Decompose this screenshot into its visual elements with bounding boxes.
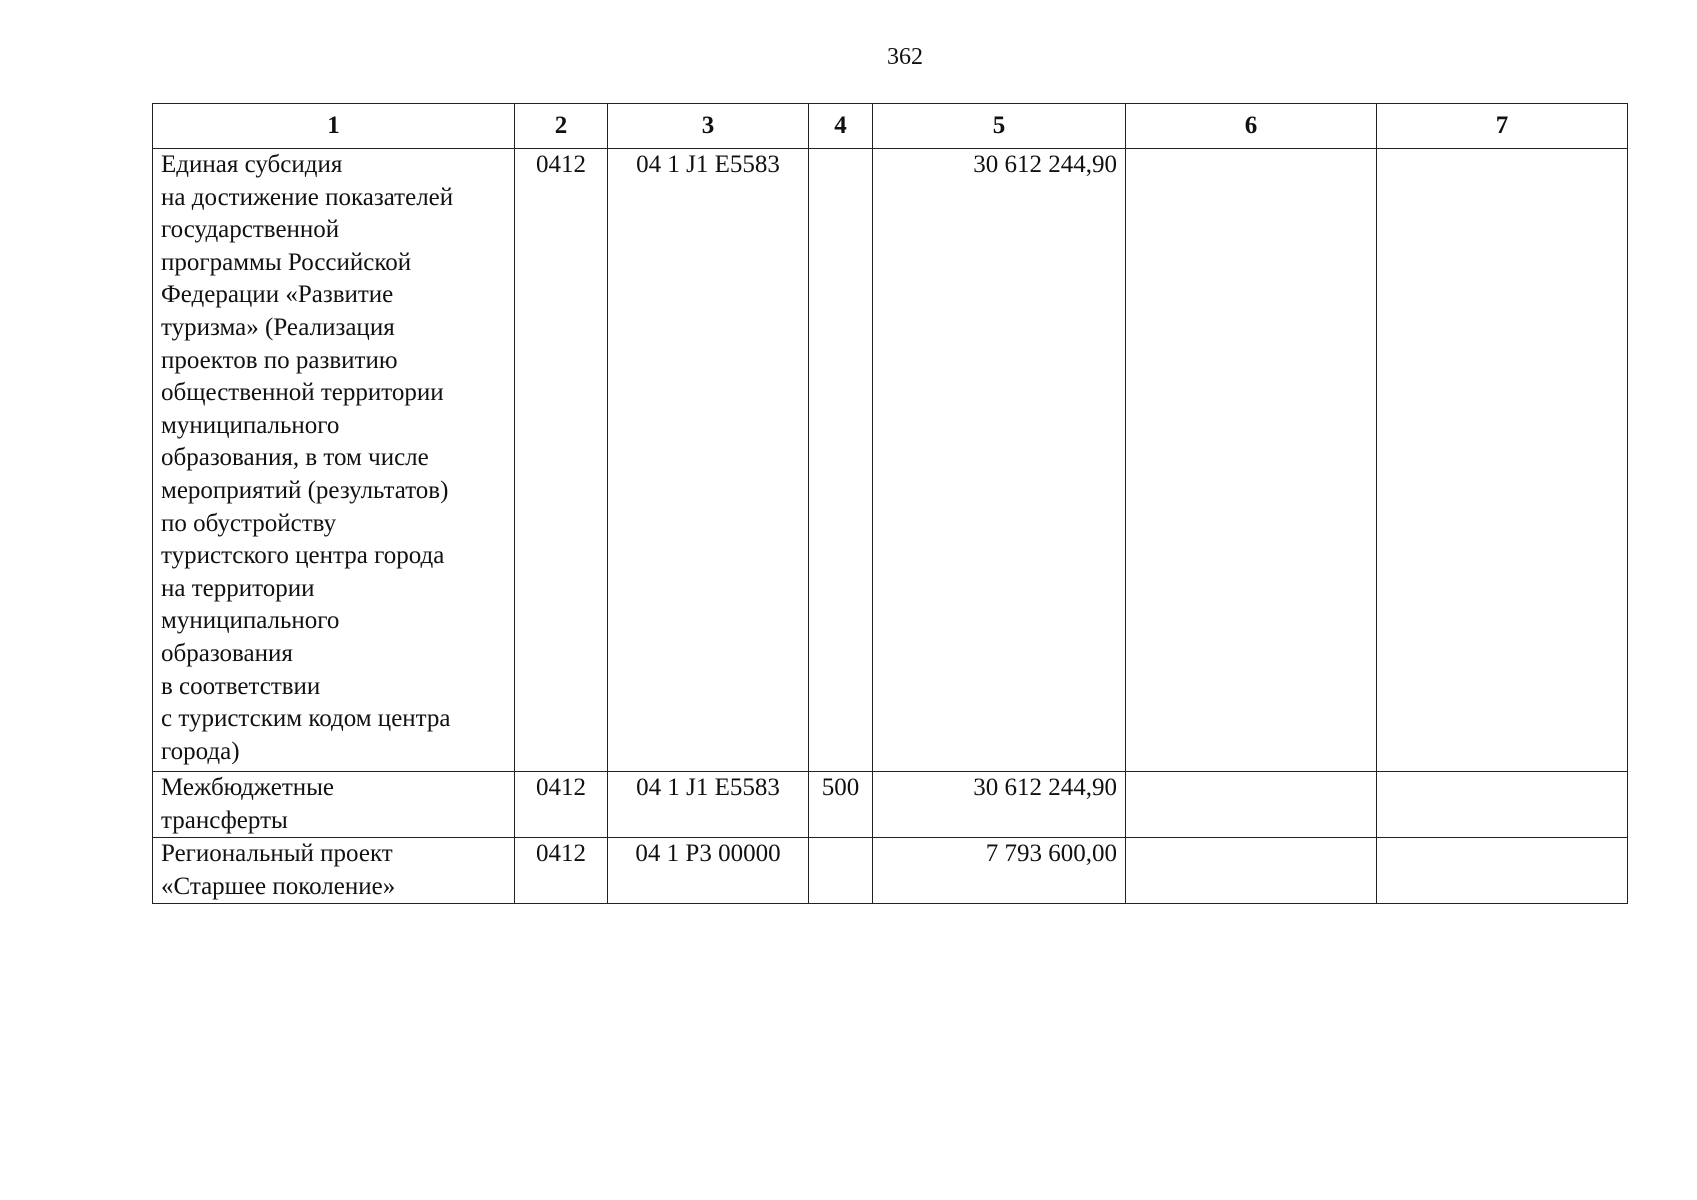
row-name-line: на территории — [161, 574, 315, 602]
amount-cell: 30 612 244,90 — [873, 772, 1126, 838]
column-7-cell — [1377, 149, 1628, 772]
row-name-line: с туристским кодом центра — [161, 705, 451, 733]
row-name-cell — [153, 772, 515, 838]
row-name-line: муниципального — [161, 607, 340, 635]
column-header-1: 1 — [153, 104, 515, 149]
section-code-cell: 0412 — [515, 772, 608, 838]
row-name-lines — [161, 772, 506, 837]
column-6-cell — [1126, 838, 1377, 904]
expense-type-cell: 500 — [809, 772, 873, 838]
column-header-5: 5 — [873, 104, 1126, 149]
row-name-line: Межбюджетные — [161, 774, 335, 801]
amount-cell: 30 612 244,90 — [873, 149, 1126, 772]
section-code-cell: 0412 — [515, 149, 608, 772]
row-name-line: на достижение показателей — [161, 183, 454, 211]
row-name-lines — [161, 149, 506, 768]
column-header-4: 4 — [809, 104, 873, 149]
row-name-line: Федерации «Развитие — [161, 281, 394, 309]
expense-type-cell — [809, 838, 873, 904]
table-row — [153, 772, 1628, 838]
column-header-7: 7 — [1377, 104, 1628, 149]
row-name-line: города) — [161, 737, 240, 765]
column-7-cell — [1377, 772, 1628, 838]
row-name-line: муниципального — [161, 411, 340, 439]
row-name-line: образования, в том числе — [161, 444, 429, 472]
row-name-cell — [153, 149, 515, 772]
row-name-line: Единая субсидия — [161, 151, 343, 178]
target-article-cell: 04 1 P3 00000 — [608, 838, 809, 904]
row-name-line: «Старшее поколение» — [161, 872, 396, 900]
row-name-line: мероприятий (результатов) — [161, 476, 449, 504]
row-name-line: программы Российской — [161, 248, 412, 276]
expense-type-cell — [809, 149, 873, 772]
row-name-line: образования — [161, 639, 293, 667]
column-7-cell — [1377, 838, 1628, 904]
amount-cell: 7 793 600,00 — [873, 838, 1126, 904]
row-name-line: по обустройству — [161, 509, 337, 537]
table-header-row — [153, 104, 1628, 149]
column-header-2: 2 — [515, 104, 608, 149]
row-name-line: туризма» (Реализация — [161, 313, 395, 341]
table-row — [153, 149, 1628, 772]
row-name-line: Региональный проект — [161, 840, 393, 868]
table-row — [153, 838, 1628, 904]
column-6-cell — [1126, 149, 1377, 772]
row-name-lines — [161, 838, 506, 903]
row-name-line: в соответствии — [161, 672, 321, 700]
target-article-cell: 04 1 J1 E5583 — [608, 772, 809, 838]
column-header-6: 6 — [1126, 104, 1377, 149]
row-name-line: государственной — [161, 216, 340, 244]
row-name-line: общественной территории — [161, 379, 444, 407]
column-6-cell — [1126, 772, 1377, 838]
page-number: 362 — [887, 44, 923, 70]
row-name-line: проектов по развитию — [161, 346, 398, 374]
row-name-cell — [153, 838, 515, 904]
section-code-cell: 0412 — [515, 838, 608, 904]
row-name-line: трансферты — [161, 806, 288, 834]
budget-table — [152, 103, 1628, 904]
row-name-line: туристского центра города — [161, 542, 445, 570]
target-article-cell: 04 1 J1 E5583 — [608, 149, 809, 772]
column-header-3: 3 — [608, 104, 809, 149]
